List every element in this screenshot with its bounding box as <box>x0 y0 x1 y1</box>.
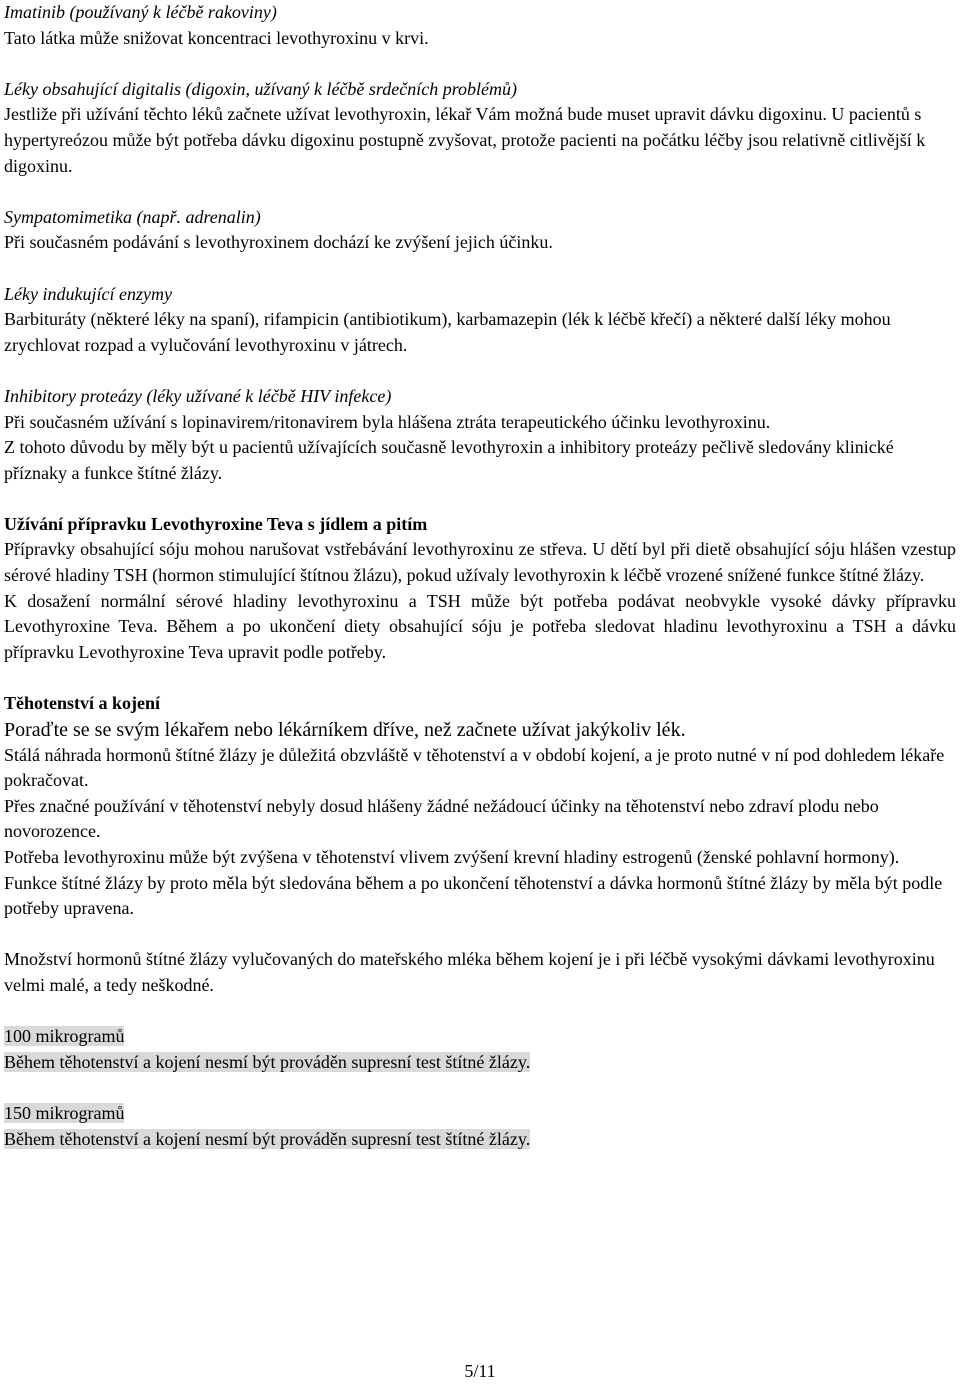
enzymy-text: Barbituráty (některé léky na spaní), rifampicin (antibiotikum), karbamazepin (lék k léčbě křečí) a některé další léky mohou zrychlovat rozpad a vylučování levothyroxinu v játrech. <box>4 309 891 355</box>
proteazy-title: Inhibitory proteázy (léky užívané k léčbě HIV infekce) <box>4 385 392 406</box>
digitalis-text: Jestliže při užívání těchto léků začnete užívat levothyroxin, lékař Vám možná bude muset upravit dávku digoxinu. U pacientů s hypertyreózou může být potřeba dávku digoxinu postupně zvyšovat, protože pacienti na počátku léčby jsou relativně citlivější k digoxinu. <box>4 104 926 176</box>
digitalis-title: Léky obsahující digitalis (digoxin, užívaný k léčbě srdečních problémů) <box>4 78 518 99</box>
dose-150-label: 150 mikrogramů <box>4 1102 125 1123</box>
enzymy-title: Léky indukující enzymy <box>4 283 172 304</box>
document-page <box>4 0 956 1152</box>
sympatomimetika-title: Sympatomimetika (např. adrenalin) <box>4 206 261 227</box>
page-number: 5/11 <box>464 1361 496 1381</box>
jidlo-heading: Užívání přípravku Levothyroxine Teva s jídlem a pitím <box>4 513 428 534</box>
proteazy-text-2: Z tohoto důvodu by měly být u pacientů užívajících současně levothyroxin a inhibitory proteázy pečlivě sledovány klinické příznaky a funkce štítné žlázy. <box>4 437 894 483</box>
dose-150-note-block <box>4 1127 956 1153</box>
dose-100-label: 100 mikrogramů <box>4 1026 125 1047</box>
spacer <box>4 999 956 1025</box>
tehotenstvi-text-3: Potřeba levothyroxinu může být zvýšena v těhotenství vlivem zvýšení krevní hladiny estrogenů (ženské pohlavní hormony). Funkce štítné žlázy by proto měla být sledována během a po ukončení těhotenství a dávka hormonů štítné žlázy by měla být podle potřeby upravena. <box>4 847 943 919</box>
spacer <box>4 179 956 205</box>
jidlo-text-2: K dosažení normální sérové hladiny levothyroxinu a TSH může být potřeba podávat neobvykle vysoké dávky přípravku Levothyroxine Teva. Během a po ukončení diety obsahující sóju je potřeba sledovat hladinu levothyroxinu a TSH a dávku přípravku Levothyroxine Teva upravit podle potřeby. <box>4 590 956 662</box>
spacer <box>4 51 956 77</box>
imatinib-title: Imatinib (používaný k léčbě rakoviny) <box>4 2 277 22</box>
dose-100-block <box>4 1024 956 1050</box>
dose-150-block <box>4 1101 956 1127</box>
tehotenstvi-intro: Poraďte se se svým lékařem nebo lékárníkem dříve, než začnete užívat jakýkoliv lék. <box>4 718 686 741</box>
spacer <box>4 256 956 282</box>
spacer <box>4 358 956 384</box>
dose-100-note-block <box>4 1050 956 1076</box>
sympatomimetika-text: Při současném podávání s levothyroxinem dochází ke zvýšení jejich účinku. <box>4 232 553 253</box>
dose-150-text: Během těhotenství a kojení nesmí být prováděn supresní test štítné žlázy. <box>4 1128 531 1149</box>
imatinib-text: Tato látka může snižovat koncentraci levothyroxinu v krvi. <box>4 27 429 48</box>
dose-100-text: Během těhotenství a kojení nesmí být prováděn supresní test štítné žlázy. <box>4 1051 531 1072</box>
jidlo-text-1: Přípravky obsahující sóju mohou narušovat vstřebávání levothyroxinu ze střeva. U dětí byl při dietě obsahující sóju hlášen vzestup sérové hladiny TSH (hormon stimulující štítnou žlázu), pokud užívaly levothyroxin k léčbě vrozené snížené funkce štítné žlázy. <box>4 539 956 586</box>
spacer <box>4 486 956 512</box>
spacer <box>4 665 956 691</box>
tehotenstvi-text-1: Stálá náhrada hormonů štítné žlázy je důležitá obzvláště v těhotenství a v období kojení, a je proto nutné v ní pod dohledem lékaře pokračovat. <box>4 744 945 791</box>
tehotenstvi-text-4: Množství hormonů štítné žlázy vylučovaných do mateřského mléka během kojení je i při léčbě vysokými dávkami levothyroxinu velmi malé, a tedy neškodné. <box>4 949 935 995</box>
tehotenstvi-heading: Těhotenství a kojení <box>4 693 161 714</box>
proteazy-text-1: Při současném užívání s lopinavirem/ritonavirem byla hlášena ztráta terapeutického účinku levothyroxinu. <box>4 411 771 432</box>
spacer <box>4 922 956 948</box>
spacer <box>4 1075 956 1101</box>
tehotenstvi-text-2: Přes značné používání v těhotenství nebyly dosud hlášeny žádné nežádoucí účinky na těhotenství nebo zdraví plodu nebo novorozence. <box>4 795 879 842</box>
